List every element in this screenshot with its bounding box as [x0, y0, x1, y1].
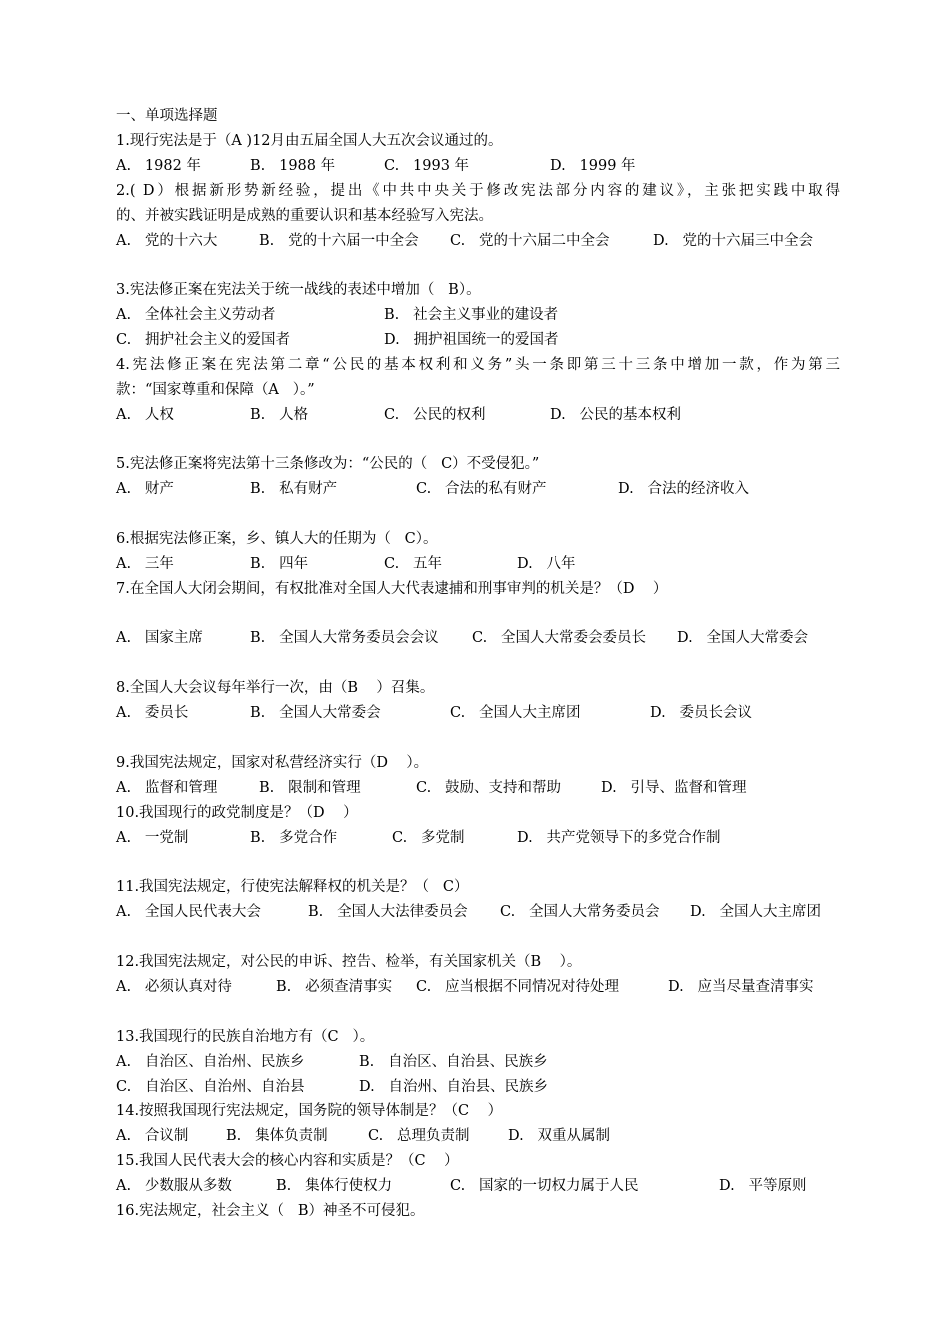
question-stem: 3.宪法修正案在宪法关于统一战线的表述中增加（ B）。 — [116, 282, 481, 298]
option-row — [116, 554, 842, 574]
option-row — [116, 703, 842, 723]
option-a: A. 一党制 — [116, 830, 189, 846]
option-c: C. 总理负责制 — [368, 1128, 470, 1144]
question-stem: 6.根据宪法修正案，乡、镇人大的任期为（ C）。 — [116, 531, 438, 547]
question-stem: 2.( D）根据新形势新经验，提出《中共中央关于修改宪法部分内容的建议》，主张把实践中取得 — [116, 183, 840, 199]
option-row — [116, 628, 842, 648]
option-d: D. 拥护祖国统一的爱国者 — [384, 332, 559, 348]
question-stem-cont: 款：“国家尊重和保障（A ）。” — [116, 382, 315, 398]
option-row — [116, 305, 842, 325]
option-b: B. 人格 — [250, 407, 309, 423]
option-a: A. 三年 — [116, 556, 174, 572]
option-row — [116, 479, 842, 499]
option-b: B. 必须查清事实 — [276, 979, 393, 995]
option-c: C. 1993 年 — [384, 158, 470, 174]
option-c: C. 鼓励、支持和帮助 — [416, 780, 562, 796]
option-a: A. 必须认真对待 — [116, 979, 232, 995]
option-d: D. 合法的经济收入 — [618, 481, 750, 497]
option-a: A. 财产 — [116, 481, 174, 497]
option-a: A. 全体社会主义劳动者 — [116, 307, 276, 323]
option-b: B. 私有财产 — [250, 481, 338, 497]
option-c: C. 全国人大主席团 — [450, 705, 581, 721]
option-d: D. 平等原则 — [719, 1178, 807, 1194]
option-c: C. 全国人大常务委员会 — [500, 904, 660, 920]
option-a: A. 1982 年 — [116, 158, 201, 174]
option-b: B. 1988 年 — [250, 158, 336, 174]
option-row — [116, 977, 842, 997]
option-c: C. 合法的私有财产 — [416, 481, 547, 497]
question-stem: 11.我国宪法规定，行使宪法解释权的机关是？（ C） — [116, 879, 469, 895]
option-b: B. 全国人大法律委员会 — [308, 904, 468, 920]
option-b: B. 全国人大常务委员会会议 — [250, 630, 439, 646]
option-a: A. 少数服从多数 — [116, 1178, 232, 1194]
section-title: 一、单项选择题 — [116, 108, 218, 124]
option-a: A. 自治区、自治州、民族乡 — [116, 1054, 305, 1070]
option-d: D. 党的十六届三中全会 — [653, 233, 814, 249]
option-row — [116, 828, 842, 848]
question-stem: 8.全国人大会议每年举行一次，由（B ）召集。 — [116, 680, 435, 696]
option-d: D. 全国人大常委会 — [677, 630, 809, 646]
option-c: C. 自治区、自治州、自治县 — [116, 1079, 305, 1095]
option-b: B. 四年 — [250, 556, 309, 572]
question-stem: 5.宪法修正案将宪法第十三条修改为：“公民的（ C）不受侵犯。” — [116, 456, 540, 472]
option-d: D. 应当尽量查清事实 — [668, 979, 814, 995]
question-stem-cont: 的、并被实践证明是成熟的重要认识和基本经验写入宪法。 — [116, 208, 493, 224]
option-row — [116, 330, 842, 350]
option-row — [116, 231, 842, 251]
option-row — [116, 156, 842, 176]
option-row — [116, 902, 842, 922]
option-d: D. 共产党领导下的多党合作制 — [517, 830, 721, 846]
option-a: A. 人权 — [116, 407, 174, 423]
option-row — [116, 1077, 842, 1097]
option-c: C. 党的十六届二中全会 — [450, 233, 610, 249]
question-stem: 7.在全国人大闭会期间，有权批准对全国人大代表逮捕和刑事审判的机关是？（D ） — [116, 581, 668, 597]
option-c: C. 国家的一切权力属于人民 — [450, 1178, 639, 1194]
option-b: B. 多党合作 — [250, 830, 338, 846]
option-b: B. 自治区、自治县、民族乡 — [359, 1054, 548, 1070]
option-b: B. 全国人大常委会 — [250, 705, 381, 721]
option-a: A. 党的十六大 — [116, 233, 218, 249]
option-row — [116, 405, 842, 425]
option-d: D. 全国人大主席团 — [690, 904, 822, 920]
option-b: B. 限制和管理 — [259, 780, 361, 796]
question-stem: 9.我国宪法规定，国家对私营经济实行（D ）。 — [116, 755, 429, 771]
option-d: D. 委员长会议 — [650, 705, 753, 721]
question-stem: 16.宪法规定，社会主义（ B）神圣不可侵犯。 — [116, 1203, 425, 1219]
question-stem: 1.现行宪法是于（A )12月由五届全国人大五次会议通过的。 — [116, 133, 503, 149]
option-b: B. 集体行使权力 — [276, 1178, 393, 1194]
question-stem: 12.我国宪法规定，对公民的申诉、控告、检举，有关国家机关（B ）。 — [116, 954, 582, 970]
question-stem: 14.按照我国现行宪法规定，国务院的领导体制是？（C ） — [116, 1103, 503, 1119]
option-a: A. 监督和管理 — [116, 780, 218, 796]
option-a: A. 委员长 — [116, 705, 189, 721]
option-c: C. 拥护社会主义的爱国者 — [116, 332, 291, 348]
option-d: D. 1999 年 — [550, 158, 636, 174]
option-c: C. 全国人大常委会委员长 — [472, 630, 647, 646]
option-d: D. 双重从属制 — [508, 1128, 611, 1144]
question-stem: 13.我国现行的民族自治地方有（C ）。 — [116, 1029, 375, 1045]
option-a: A. 合议制 — [116, 1128, 189, 1144]
option-d: D. 公民的基本权利 — [550, 407, 682, 423]
option-row — [116, 1126, 842, 1146]
option-d: D. 自治州、自治县、民族乡 — [359, 1079, 549, 1095]
option-b: B. 党的十六届一中全会 — [259, 233, 419, 249]
option-b: B. 社会主义事业的建设者 — [384, 307, 559, 323]
option-b: B. 集体负责制 — [226, 1128, 328, 1144]
option-a: A. 全国人民代表大会 — [116, 904, 261, 920]
option-a: A. 国家主席 — [116, 630, 203, 646]
option-row — [116, 1176, 842, 1196]
option-c: C. 应当根据不同情况对待处理 — [416, 979, 620, 995]
option-row — [116, 778, 842, 798]
option-c: C. 五年 — [384, 556, 443, 572]
option-d: D. 八年 — [517, 556, 576, 572]
question-stem: 4.宪法修正案在宪法第二章“公民的基本权利和义务”头一条即第三十三条中增加一款，作为第三 — [116, 357, 840, 373]
option-d: D. 引导、监督和管理 — [601, 780, 747, 796]
question-stem: 10.我国现行的政党制度是？（D ） — [116, 805, 358, 821]
option-row — [116, 1052, 842, 1072]
option-c: C. 多党制 — [392, 830, 465, 846]
option-c: C. 公民的权利 — [384, 407, 486, 423]
question-stem: 15.我国人民代表大会的核心内容和实质是？（C ） — [116, 1153, 459, 1169]
